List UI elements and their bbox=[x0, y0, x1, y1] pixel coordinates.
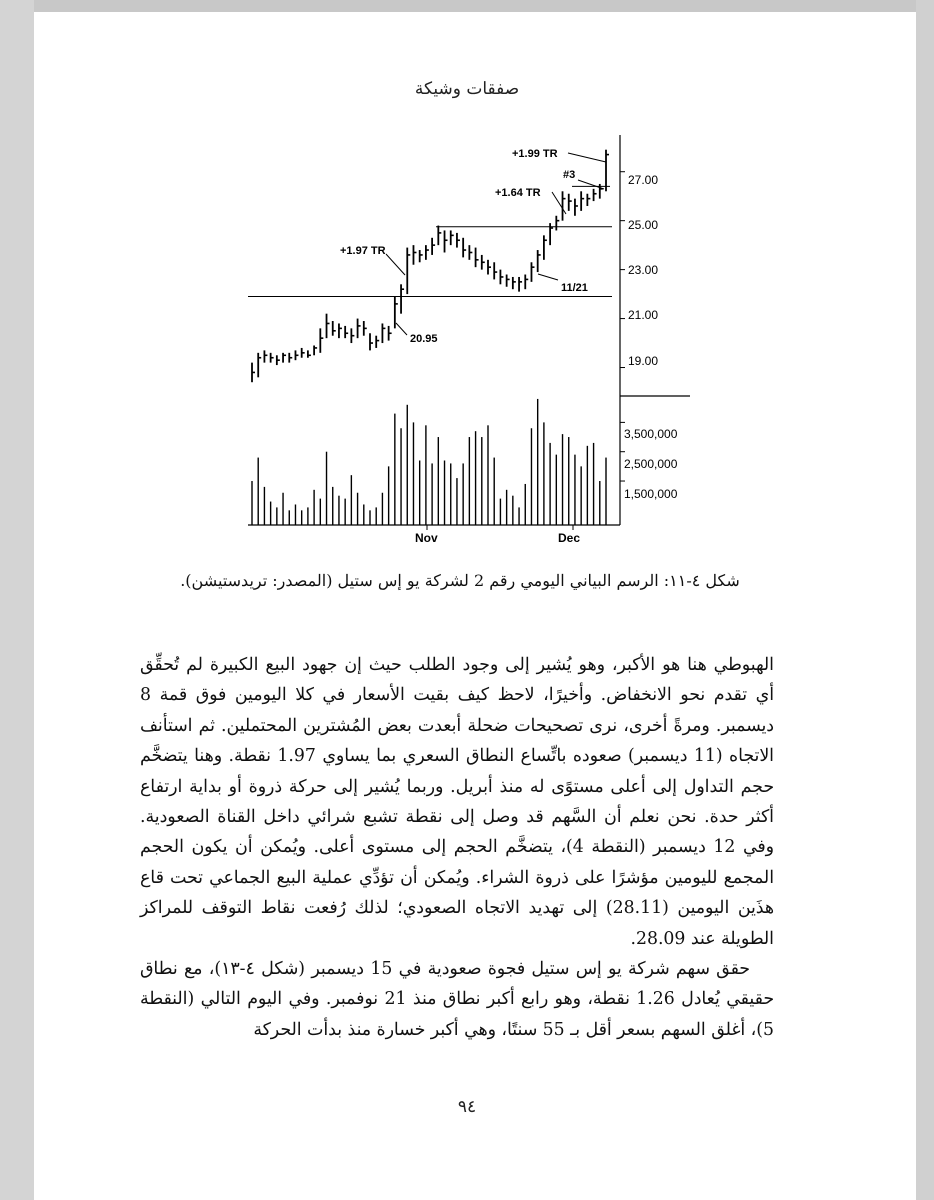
annotation-tr-1-64: +1.64 TR bbox=[495, 187, 541, 199]
volume-tick-label: 2,500,000 bbox=[624, 457, 678, 471]
body-text bbox=[140, 650, 774, 1045]
volume-tick-label: 3,500,000 bbox=[624, 427, 678, 441]
price-volume-chart bbox=[240, 130, 700, 550]
running-head: صفقات وشيكة bbox=[414, 79, 520, 99]
axis-labels bbox=[415, 173, 678, 545]
price-bars bbox=[252, 150, 609, 383]
annotation-date-11-21: 11/21 bbox=[561, 282, 588, 294]
figure-caption: شكل ٤-١١: الرسم البياني اليومي رقم 2 لشركة يو إس ستيل (المصدر: تريدستيشن). bbox=[180, 571, 740, 590]
y-tick-label: 23.00 bbox=[628, 263, 659, 277]
scan-border-right bbox=[916, 0, 934, 1200]
y-tick-label: 21.00 bbox=[628, 308, 659, 322]
paragraph: الهبوطي هنا هو الأكبر، وهو يُشير إلى وجود الطلب حيث إن جهود البيع الكبيرة لم تُحقِّق أي تقدم نحو الانخفاض. وأخيرًا، لاحظ كيف بقيت الأسعار في كلا اليومين فوق قمة 8 ديسمبر. ومرةً أخرى، نرى تصحيحات ضحلة أبعدت بعض المُشترين المحتملين. ثم استأنف الاتجاه (11 ديسمبر) صعوده باتِّساع النطاق السعري بما يساوي 1.97 نقطة. وهنا يتضخَّم حجم التداول إلى أعلى مستوًى له منذ أبريل. وربما يُشير إلى حركة ذروة أو بداية ارتفاع أكثر حدة. نحن نعلم أن السَّهم قد وصل إلى نقطة تشبع شرائي داخل القناة الصعودية. وفي 12 ديسمبر (النقطة 4)، يتضخَّم الحجم إلى مستوى أعلى. ويُمكن أن يكون الحجم المجمع لليومين مؤشرًا على ذروة الشراء. ويُمكن أن تؤدِّي عملية البيع الجماعي تحت قاع هذَين اليومين (28.11) إلى تهديد الاتجاه الصعودي؛ لذلك رُفعت نقاط التوقف للمراكز الطويلة عند 28.09. bbox=[140, 655, 774, 949]
annotations bbox=[340, 148, 606, 345]
y-tick-label: 25.00 bbox=[628, 218, 659, 232]
paragraph: حقق سهم شركة يو إس ستيل فجوة صعودية في 15 ديسمبر (شكل ٤-١٣)، مع نطاق حقيقي يُعادل 1.26 نقطة، وهو رابع أكبر نطاق منذ 21 نوفمبر. وفي اليوم التالي (النقطة 5)، أغلق السهم بسعر أقل بـ 55 سنتًا، وهي أكبر خسارة منذ بدأت الحركة bbox=[140, 959, 774, 1040]
page-number: ٩٤ bbox=[457, 1097, 477, 1117]
x-label-dec: Dec bbox=[558, 531, 581, 545]
annotation-tr-1-99: +1.99 TR bbox=[512, 148, 558, 160]
scan-border-top bbox=[0, 0, 934, 12]
volume-tick-label: 1,500,000 bbox=[624, 487, 678, 501]
annotation-leader bbox=[396, 323, 407, 335]
scan-border-left bbox=[0, 0, 34, 1200]
annotation-leader bbox=[538, 274, 558, 280]
volume-bars bbox=[252, 399, 606, 525]
annotation-point-3: #3 bbox=[563, 169, 576, 181]
annotation-tr-1-97: +1.97 TR bbox=[340, 245, 386, 257]
y-tick-label: 19.00 bbox=[628, 354, 659, 368]
annotation-leader bbox=[386, 254, 405, 275]
annotation-price-20-95: 20.95 bbox=[410, 333, 438, 345]
x-label-nov: Nov bbox=[415, 531, 438, 545]
annotation-leader bbox=[552, 192, 566, 214]
annotation-leader bbox=[568, 153, 606, 162]
y-tick-label: 27.00 bbox=[628, 173, 659, 187]
